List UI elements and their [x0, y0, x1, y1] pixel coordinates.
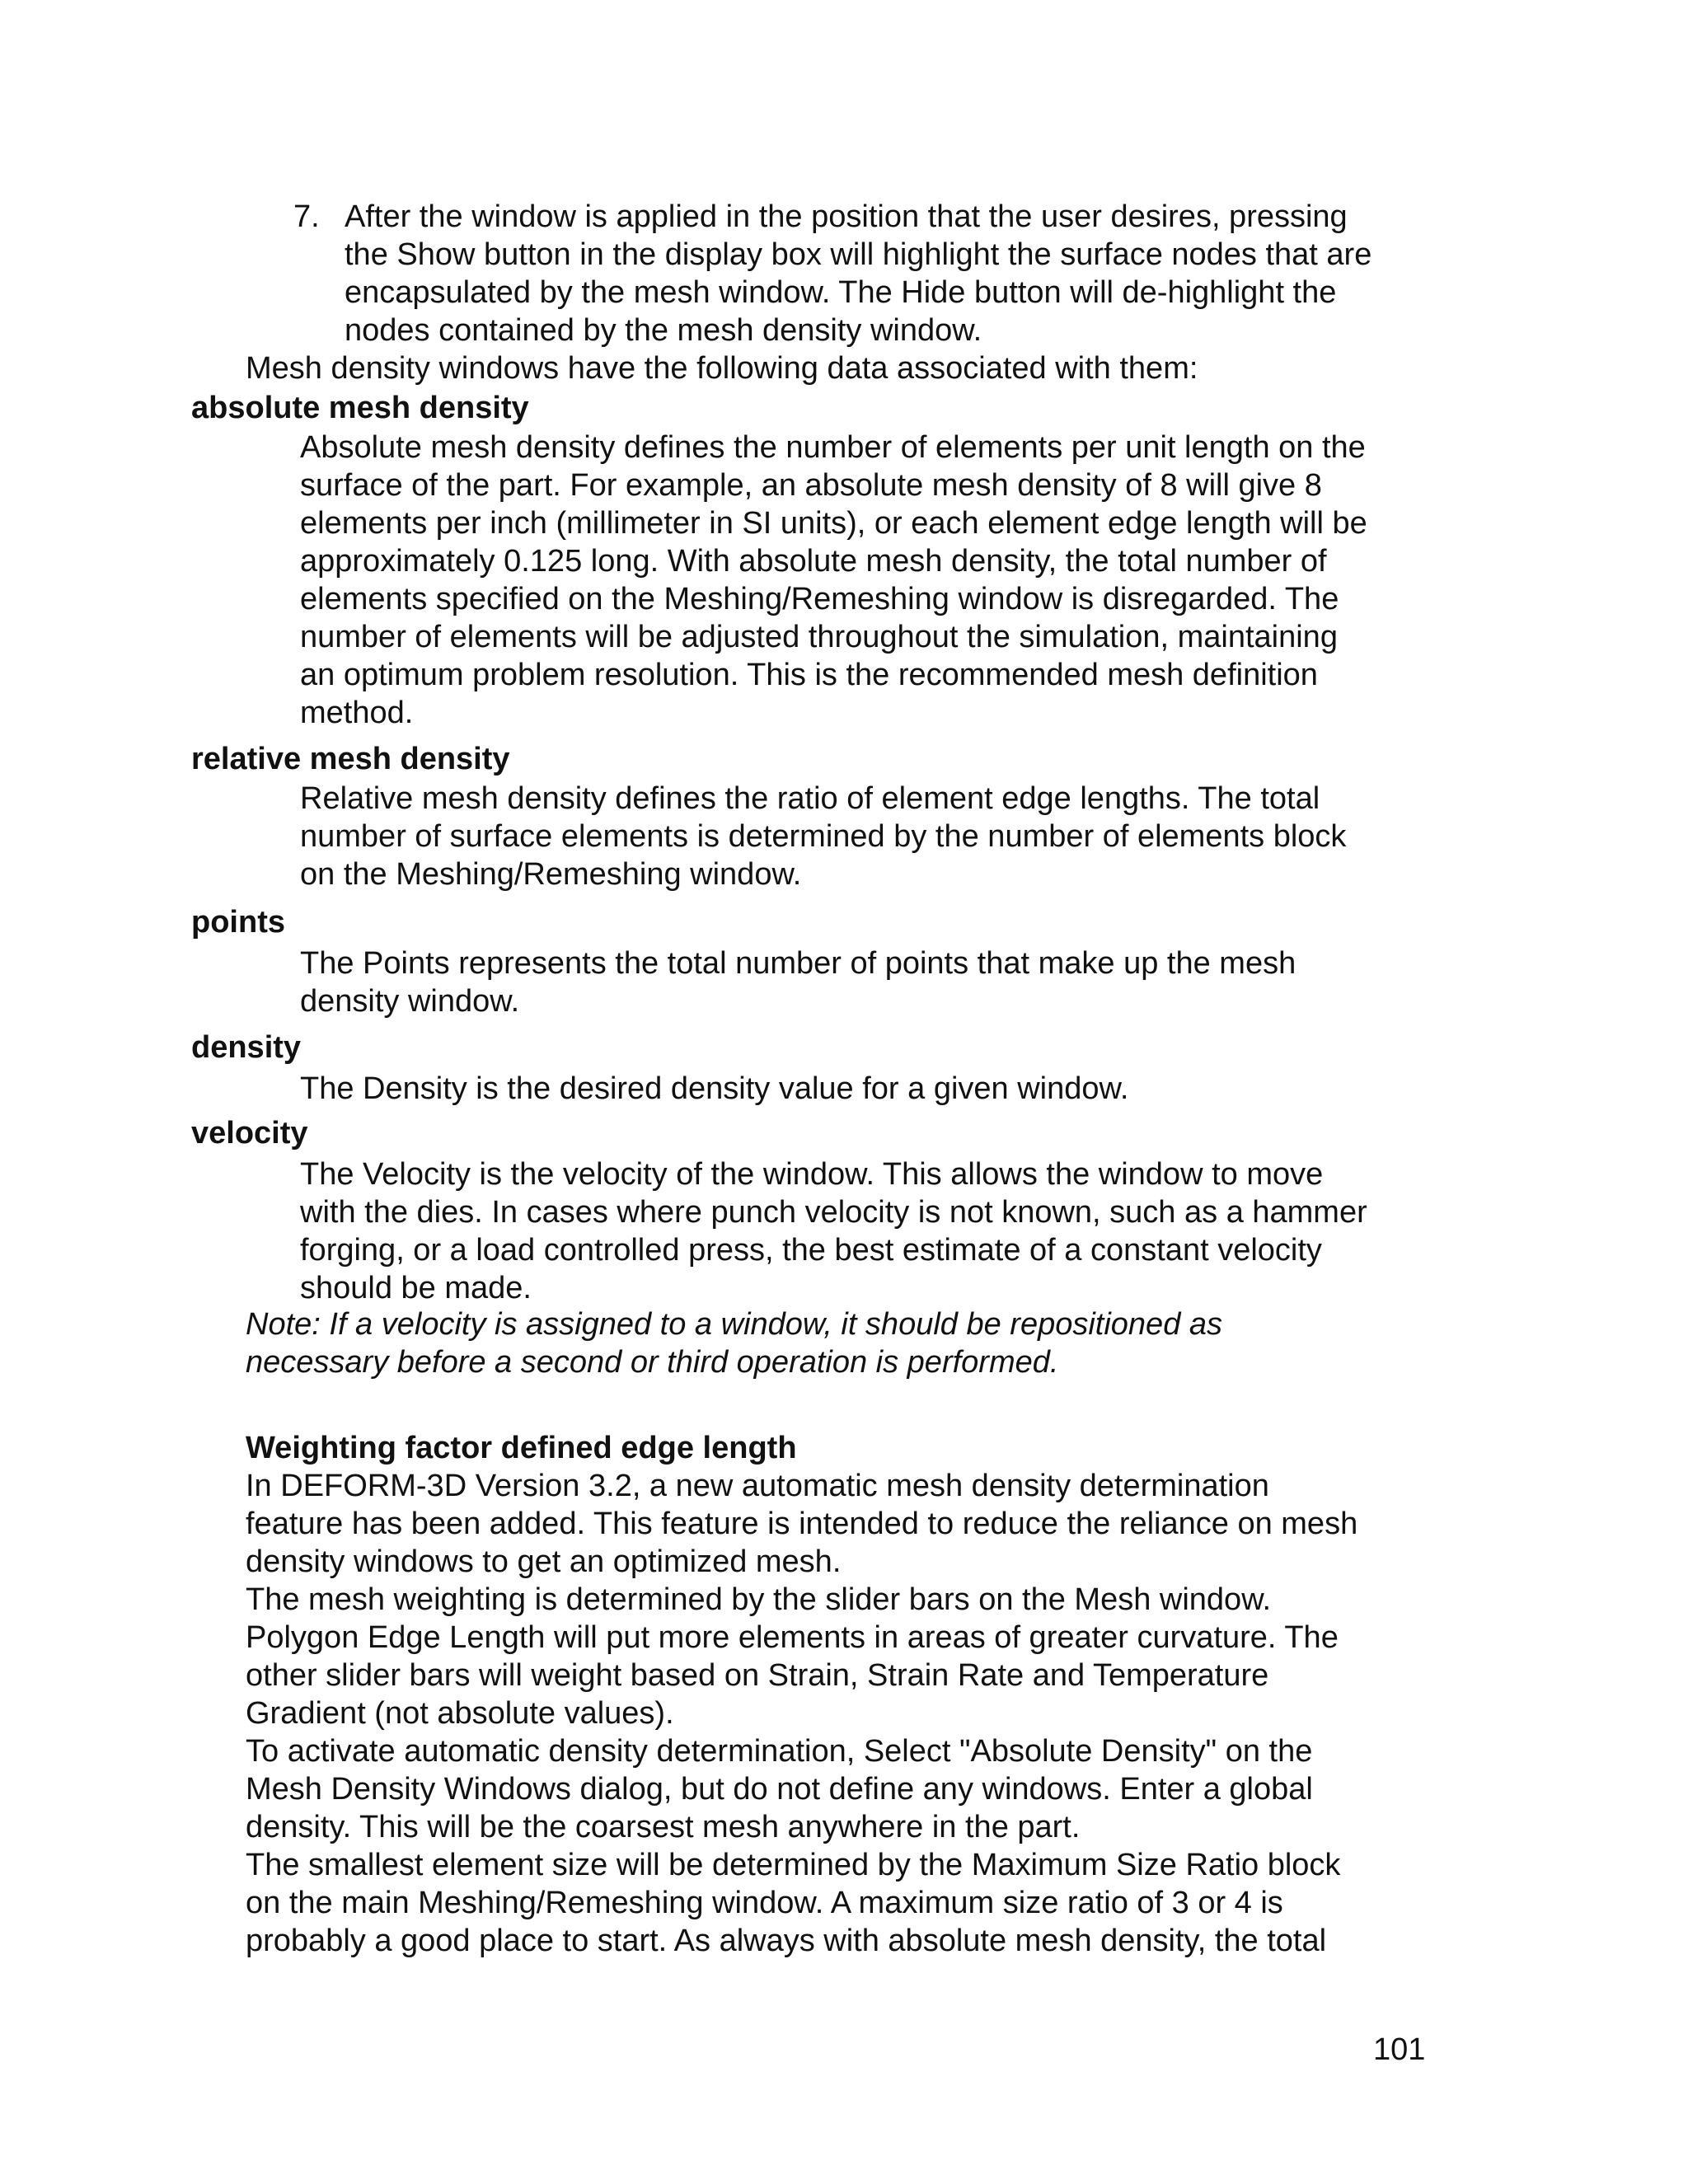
definition-points — [300, 944, 1296, 1020]
term-density — [191, 1029, 301, 1066]
text-line: After the window is applied in the position that the user desires, pressing — [345, 199, 1348, 234]
text-line: Gradient (not absolute values). — [246, 1696, 674, 1731]
term-label: relative mesh density — [191, 742, 510, 776]
text-line: number of elements will be adjusted throughout the simulation, maintaining — [300, 620, 1338, 654]
list-item-text — [345, 198, 1372, 349]
text-line: other slider bars will weight based on Strain, Strain Rate and Temperature — [246, 1658, 1269, 1693]
text-line: an optimum problem resolution. This is the recommended mesh definition — [300, 658, 1318, 692]
term-label: points — [191, 905, 285, 940]
term-absolute-mesh-density — [191, 389, 529, 427]
text-line: Mesh Density Windows dialog, but do not define any windows. Enter a global — [246, 1772, 1313, 1807]
definition-relative-mesh-density — [300, 780, 1346, 893]
term-points — [191, 903, 285, 941]
text-line: density window. — [300, 984, 520, 1019]
text-line: necessary before a second or third operation is performed. — [246, 1345, 1059, 1380]
text-line: Note: If a velocity is assigned to a window, it should be repositioned as — [246, 1307, 1223, 1342]
term-label: velocity — [191, 1116, 308, 1151]
text-line: Polygon Edge Length will put more elements in areas of greater curvature. The — [246, 1620, 1339, 1655]
text-line: should be made. — [300, 1271, 532, 1305]
list-item-number: 7. — [293, 199, 320, 234]
text-line: density windows to get an optimized mesh. — [246, 1544, 842, 1579]
text-line: density. This will be the coarsest mesh anywhere in the part. — [246, 1810, 1081, 1844]
term-label: absolute mesh density — [191, 391, 529, 425]
text-line: probably a good place to start. As always with absolute mesh density, the total — [246, 1924, 1327, 1958]
note-paragraph — [246, 1305, 1222, 1381]
intro-paragraph — [246, 349, 1198, 387]
text-line: feature has been added. This feature is intended to reduce the reliance on mesh — [246, 1507, 1358, 1541]
text-line: Mesh density windows have the following data associated with them: — [246, 351, 1198, 386]
definition-velocity — [300, 1155, 1367, 1307]
text-line: In DEFORM-3D Version 3.2, a new automatic mesh density determination — [246, 1469, 1269, 1503]
text-line: encapsulated by the mesh window. The Hide button will de-highlight the — [345, 275, 1337, 310]
text-line: method. — [300, 696, 414, 730]
text-line: forging, or a load controlled press, the best estimate of a constant velocity — [300, 1233, 1322, 1268]
definition-density — [300, 1070, 1128, 1108]
text-line: surface of the part. For example, an absolute mesh density of 8 will give 8 — [300, 468, 1322, 503]
section-heading — [246, 1429, 797, 1467]
text-line: Relative mesh density defines the ratio of element edge lengths. The total — [300, 781, 1320, 816]
heading-text: Weighting factor defined edge length — [246, 1431, 797, 1465]
text-line: The Points represents the total number of points that make up the mesh — [300, 946, 1296, 981]
definition-absolute-mesh-density — [300, 429, 1367, 732]
term-velocity — [191, 1114, 308, 1152]
text-line: on the main Meshing/Remeshing window. A maximum size ratio of 3 or 4 is — [246, 1886, 1283, 1920]
text-line: elements per inch (millimeter in SI units), or each element edge length will be — [300, 506, 1367, 541]
text-line: The Velocity is the velocity of the window. This allows the window to move — [300, 1157, 1324, 1192]
text-line: elements specified on the Meshing/Remeshing window is disregarded. The — [300, 582, 1339, 616]
text-line: Absolute mesh density defines the number of elements per unit length on the — [300, 430, 1366, 465]
text-line: on the Meshing/Remeshing window. — [300, 857, 802, 892]
text-line: the Show button in the display box will highlight the surface nodes that are — [345, 237, 1372, 272]
text-line: To activate automatic density determination, Select "Absolute Density" on the — [246, 1734, 1313, 1769]
term-label: density — [191, 1030, 302, 1065]
text-line: nodes contained by the mesh density window. — [345, 313, 982, 348]
term-relative-mesh-density — [191, 740, 510, 778]
text-line: The mesh weighting is determined by the slider bars on the Mesh window. — [246, 1582, 1272, 1617]
section-body — [246, 1467, 1357, 1960]
text-line: The smallest element size will be determined by the Maximum Size Ratio block — [246, 1848, 1341, 1882]
text-line: number of surface elements is determined by the number of elements block — [300, 819, 1347, 854]
text-line: The Density is the desired density value for a given window. — [300, 1071, 1129, 1106]
page-number: 101 — [1373, 2032, 1426, 2067]
text-line: approximately 0.125 long. With absolute mesh density, the total number of — [300, 544, 1327, 579]
text-line: with the dies. In cases where punch velocity is not known, such as a hammer — [300, 1195, 1367, 1230]
